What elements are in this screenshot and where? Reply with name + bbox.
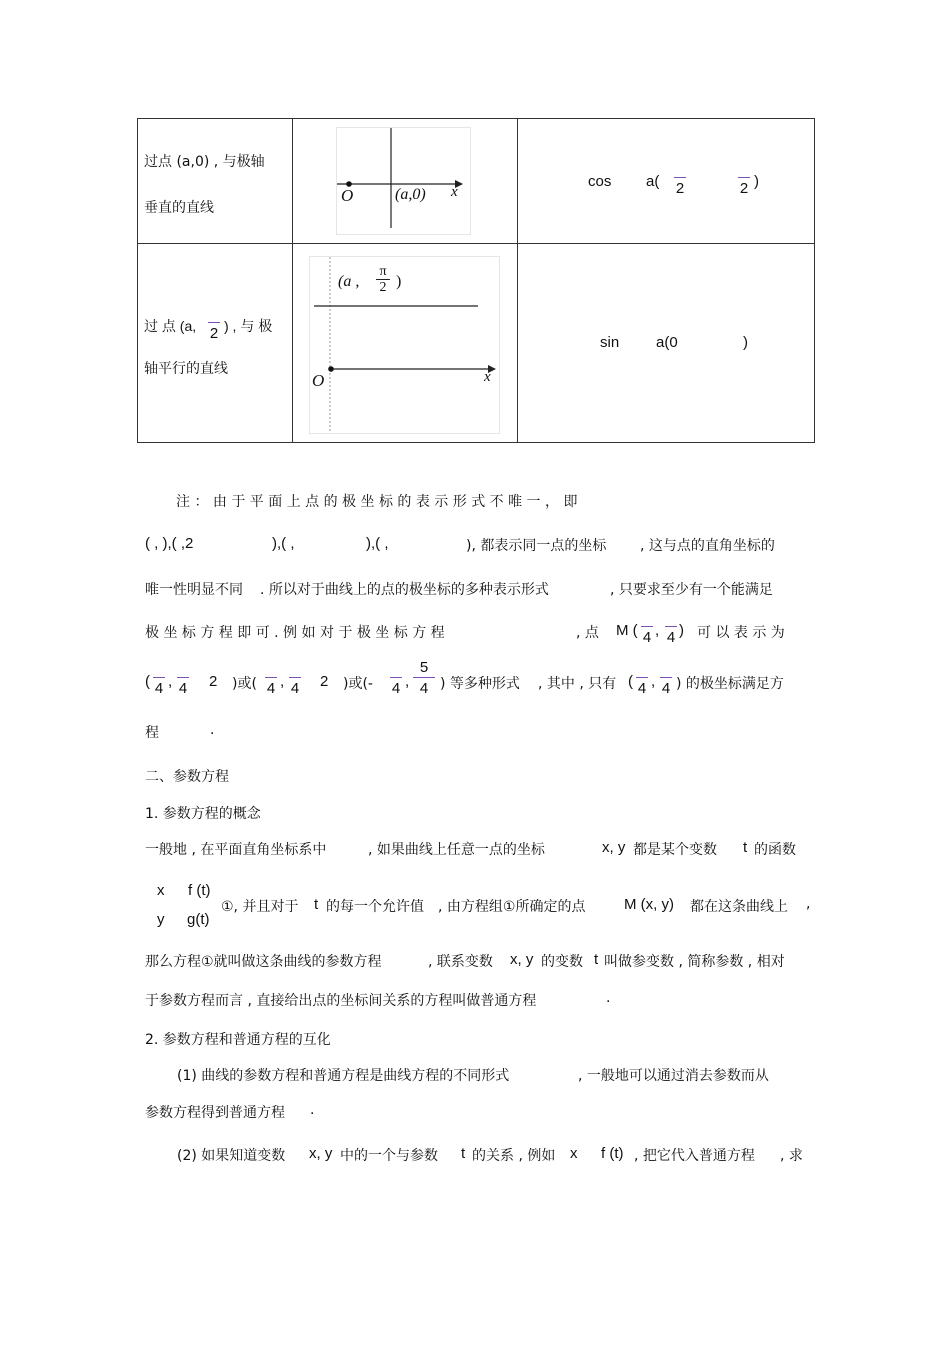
comma: ,	[168, 673, 173, 690]
section-heading: 二、参数方程	[145, 769, 229, 785]
row1-eq-close: )	[754, 173, 759, 190]
subsection-1-heading: 1. 参数方程的概念	[145, 806, 261, 822]
p2-t: t	[314, 896, 319, 913]
note-frac-five-fourths: 5 4	[413, 660, 435, 696]
sys-y: y	[157, 911, 165, 928]
row1-desc-cell	[138, 119, 293, 244]
table-row	[138, 244, 815, 443]
row1-frac1: 2	[674, 177, 686, 196]
p7-c: 的关系 , 例如	[472, 1148, 556, 1164]
p3-b: , 联系变数	[428, 954, 493, 970]
row2-figure	[309, 256, 500, 434]
note-line4-M: M (	[616, 622, 638, 639]
note-line4-a: 极 坐 标 方 程 即 可 . 例 如 对 于 极 坐 标 方 程	[145, 625, 445, 641]
row2-desc-cell	[138, 244, 293, 443]
p2-a: ①, 并且对于	[221, 899, 299, 915]
p2-e: ,	[806, 896, 811, 912]
sys-fx: f (t)	[188, 882, 211, 899]
note-frac: 4	[660, 677, 672, 696]
note-frac: 4	[641, 626, 653, 645]
row1-desc-line2: 垂直的直线	[144, 200, 214, 216]
p2-b: 的每一个允许值	[326, 899, 424, 915]
comma: ,	[405, 673, 410, 690]
note-line5-c: )或(	[232, 676, 257, 692]
label-two: 2	[376, 279, 390, 295]
p7-e: , 求	[780, 1148, 803, 1164]
p4-b: .	[606, 990, 611, 1006]
origin-label: O	[312, 371, 325, 390]
p7-b: 中的一个与参数	[340, 1148, 438, 1164]
polar-lines-table	[137, 118, 815, 443]
label-pi: π	[379, 264, 387, 279]
origin-label: O	[341, 186, 354, 205]
subsection-2-heading: 2. 参数方程和普通方程的互化	[145, 1032, 331, 1048]
note-line3-c: , 只要求至少有一个能满足	[610, 582, 773, 598]
comma: ,	[655, 622, 660, 639]
row1-eq-a: a(	[646, 173, 660, 190]
vertical-line-diagram	[337, 128, 470, 234]
note-line2-a: ( , ),( ,2	[145, 535, 194, 552]
note-line6-a: 程	[145, 725, 159, 741]
sys-x: x	[157, 882, 165, 899]
p2-M: M (x, y)	[624, 896, 674, 913]
row2-desc-post: ) , 与 极	[224, 318, 273, 334]
origin-dot	[328, 366, 334, 372]
p5-a: (1) 曲线的参数方程和普通方程是曲线方程的不同形式	[177, 1068, 510, 1084]
note-line6-b: .	[210, 722, 215, 738]
row2-desc-frac: 2	[208, 322, 220, 341]
p3-xy: x, y	[510, 951, 534, 968]
note-line5-h: (	[628, 673, 633, 690]
row1-desc-line1: 过点 (a,0) , 与极轴	[144, 154, 265, 170]
row1-frac2: 2	[738, 177, 750, 196]
p3-d: 叫做参变数 , 简称参数 , 相对	[604, 954, 785, 970]
p7-a: (2) 如果知道变数	[177, 1148, 286, 1164]
row2-eq-a: a(0	[656, 334, 678, 351]
note-line5-d: 2	[320, 673, 329, 690]
row2-desc-line2: 轴平行的直线	[144, 361, 228, 377]
p7-x: x	[570, 1145, 578, 1162]
axis-label: x	[484, 369, 491, 385]
note-line5-a: (	[145, 673, 150, 690]
p1-c: 都是某个变数	[633, 842, 717, 858]
note-line3-a: 唯一性明显不同	[145, 582, 243, 598]
p7-d: , 把它代入普通方程	[634, 1148, 755, 1164]
p1-b: , 如果曲线上任意一点的坐标	[368, 842, 545, 858]
p3-t: t	[594, 951, 599, 968]
note-line4-b: , 点	[576, 625, 599, 641]
p6-a: 参数方程得到普通方程	[145, 1105, 285, 1121]
note-line3-b: . 所以对于曲线上的点的极坐标的多种表示形式	[260, 582, 549, 598]
row1-eq-cos: cos	[588, 173, 612, 190]
axis-label: x	[451, 184, 458, 200]
note-line5-f: ) 等多种形式	[440, 676, 520, 692]
note-line4-close: )	[679, 622, 684, 639]
row1-figure	[336, 127, 471, 235]
note-line5-b: 2	[209, 673, 218, 690]
p6-b: .	[310, 1102, 315, 1118]
p1-t: t	[743, 839, 748, 856]
point-label: (a,0)	[395, 186, 426, 203]
note-line2-b: ),( ,	[272, 535, 295, 552]
label-a: (a ,	[338, 273, 360, 290]
note-line4-c: 可 以 表 示 为	[697, 625, 785, 641]
note-line5-g: , 其中 , 只有	[538, 676, 617, 692]
note-frac: 4	[153, 677, 165, 696]
note-frac: 4	[636, 677, 648, 696]
p3-c: 的变数	[541, 954, 583, 970]
sys-gy: g(t)	[187, 911, 210, 928]
label-close: )	[396, 273, 402, 290]
row2-eq-close: )	[743, 334, 748, 351]
comma: ,	[651, 673, 656, 690]
p1-d: 的函数	[754, 842, 796, 858]
p3-a: 那么方程①就叫做这条曲线的参数方程	[145, 954, 382, 970]
table-row	[138, 119, 815, 244]
label-frac	[376, 265, 390, 295]
comma: ,	[280, 673, 285, 690]
note-frac: 4	[665, 626, 677, 645]
p7-ft: f (t)	[601, 1145, 624, 1162]
note-frac: 4	[289, 677, 301, 696]
p1-xy: x, y	[602, 839, 626, 856]
p5-b: , 一般地可以通过消去参数而从	[578, 1068, 769, 1084]
p4-a: 于参数方程而言 , 直接给出点的坐标间关系的方程叫做普通方程	[145, 993, 537, 1009]
row2-eq-sin: sin	[600, 334, 620, 351]
note-line1: 注 ： 由 于 平 面 上 点 的 极 坐 标 的 表 示 形 式 不 唯 一 ， 即	[176, 494, 578, 510]
p2-d: 都在这条曲线上	[690, 899, 788, 915]
note-line5-e: )或(-	[343, 676, 373, 692]
row2-equation-cell	[518, 244, 815, 443]
note-line2-e: , 这与点的直角坐标的	[640, 538, 775, 554]
p7-xy: x, y	[309, 1145, 333, 1162]
row1-figure-cell	[293, 119, 518, 244]
note-frac: 4	[265, 677, 277, 696]
row1-equation-cell	[518, 119, 815, 244]
note-frac: 4	[177, 677, 189, 696]
p7-t: t	[461, 1145, 466, 1162]
note-frac: 4	[390, 677, 402, 696]
note-line5-i: ) 的极坐标满足方	[676, 676, 784, 692]
row2-figure-cell	[293, 244, 518, 443]
p2-c: , 由方程组①所确定的点	[438, 899, 586, 915]
note-line2-c: ),( ,	[366, 535, 389, 552]
note-line2-d: ), 都表示同一点的坐标	[466, 538, 607, 554]
row2-desc-pre: 过 点 (a,	[144, 318, 197, 334]
p1-a: 一般地 , 在平面直角坐标系中	[145, 842, 327, 858]
